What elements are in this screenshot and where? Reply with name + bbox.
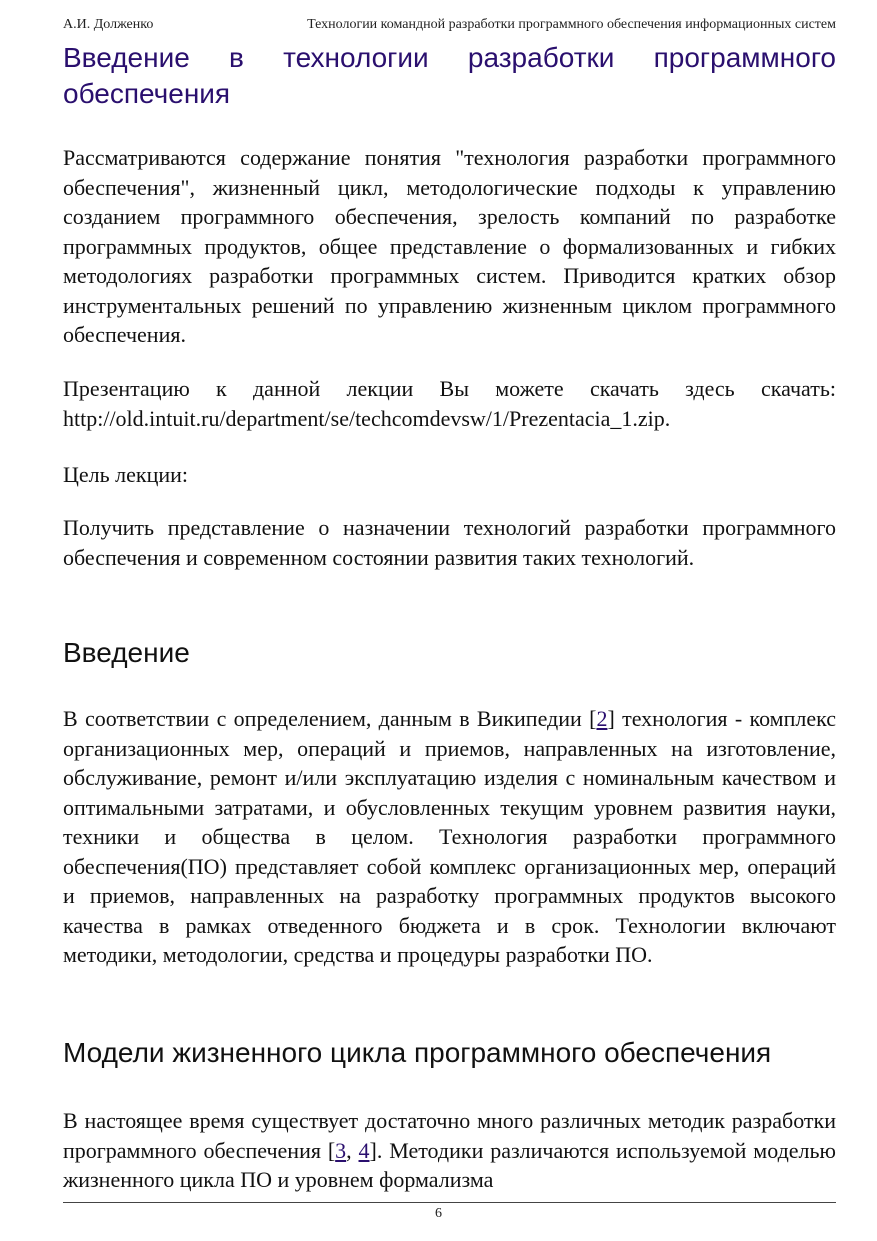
intro-text-start: В соответствии с определением, данным в Википедии [ <box>63 706 597 731</box>
header-author: А.И. Долженко <box>63 17 154 32</box>
goal-label: Цель лекции: <box>63 462 189 487</box>
intro-paragraph <box>63 704 836 970</box>
abstract-paragraph: Рассматриваются содержание понятия "технология разработки программного обеспечения", жизненный цикл, методологические подходы к управлению созданием программного обеспечения, зрелость компаний по разработке программных продуктов, общее представление о формализованных и гибких методологиях разработки программных систем. Приводится кратких обзор инструментальных решений по управлению жизненным циклом программного обеспечения. <box>63 145 836 347</box>
models-paragraph <box>63 1106 836 1195</box>
reference-link-4[interactable]: 4 <box>358 1137 370 1163</box>
reference-link-3[interactable]: 3 <box>335 1137 347 1163</box>
intro-text-end: ] технология - комплекс организационных мер, операций и приемов, направленных на изготовление, обслуживание, ремонт и/или эксплуатацию изделия с номинальным качеством и оптимальными затратами, и обусловленных текущим уровнем развития науки, техники и общества в целом. Технология разработки программного обеспечения(ПО) представляет собой комплекс организационных мер, операций и приемов, направленных на разработку программных продуктов высокого качества в рамках отведенного бюджета и в срок. Технологии включают методики, методологии, средства и процедуры разработки ПО. <box>63 706 836 967</box>
models-text-end: ]. Методики различаются используемой моделью жизненного цикла ПО и уровнем формализма <box>63 1137 836 1192</box>
page-number: 6 <box>435 1206 442 1221</box>
reference-separator: , <box>346 1137 359 1163</box>
running-header <box>63 16 836 34</box>
presentation-paragraph: Презентацию к данной лекции Вы можете скачать здесь скачать: http://old.intuit.ru/department/se/techcomdevsw/1/Prezentacia_1.zip. <box>63 376 836 431</box>
section-heading-intro: Введение <box>63 637 190 668</box>
section-heading-models: Модели жизненного цикла программного обеспечения <box>63 1037 772 1068</box>
goal-paragraph: Получить представление о назначении технологий разработки программного обеспечения и современном состоянии развития таких технологий. <box>63 515 836 570</box>
header-course-title: Технологии командной разработки программного обеспечения информационных систем <box>307 17 836 32</box>
footer-divider <box>63 1202 836 1203</box>
lecture-title: Введение в технологии разработки программного обеспечения <box>63 42 836 109</box>
models-text-start: В настоящее время существует достаточно много различных методик разработки программного обеспечения [ <box>63 1108 836 1163</box>
reference-link-2[interactable]: 2 <box>596 706 608 731</box>
